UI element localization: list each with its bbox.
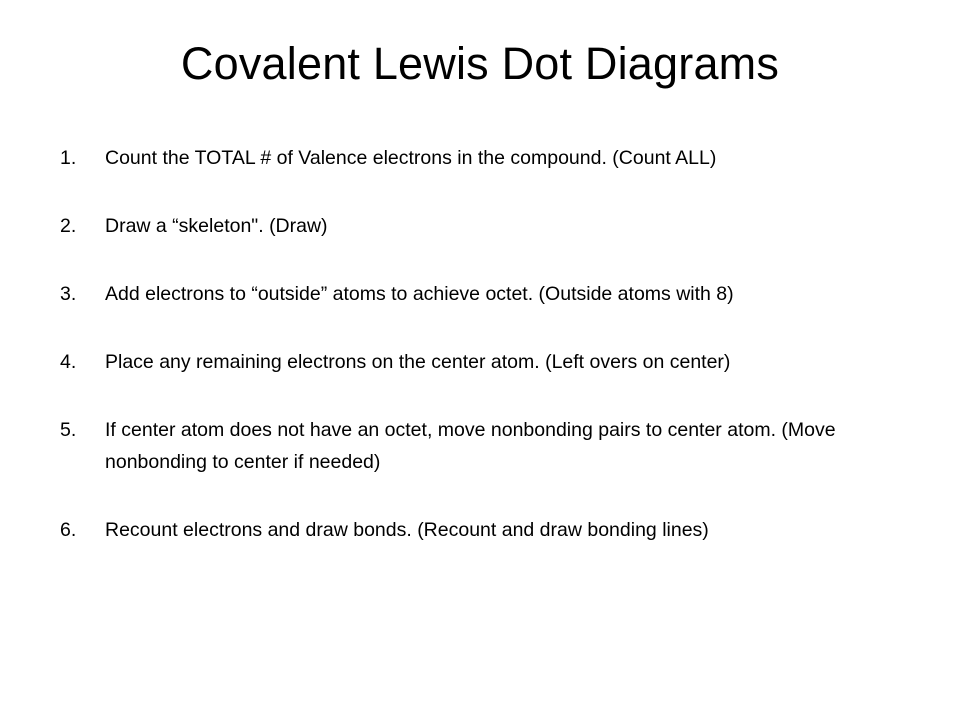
step-item-5 xyxy=(60,414,920,478)
slide-title: Covalent Lewis Dot Diagrams xyxy=(180,38,780,89)
step-number: 3. xyxy=(60,283,77,305)
step-text: If center atom does not have an octet, move nonbonding pairs to center atom. (Move nonbonding to center if needed) xyxy=(105,419,836,473)
step-item-1 xyxy=(60,142,920,174)
step-item-2 xyxy=(60,210,920,242)
step-number: 4. xyxy=(60,351,77,373)
step-text: Recount electrons and draw bonds. (Recount and draw bonding lines) xyxy=(105,519,709,541)
step-item-6 xyxy=(60,514,920,546)
step-number: 5. xyxy=(60,419,77,441)
step-text: Place any remaining electrons on the center atom. (Left overs on center) xyxy=(105,351,731,373)
step-text: Add electrons to “outside” atoms to achieve octet. (Outside atoms with 8) xyxy=(105,283,734,305)
step-text: Count the TOTAL # of Valence electrons in the compound. (Count ALL) xyxy=(105,147,717,169)
steps-list xyxy=(60,142,920,582)
step-number: 6. xyxy=(60,519,77,541)
step-number: 1. xyxy=(60,147,77,169)
step-item-4 xyxy=(60,346,920,378)
step-number: 2. xyxy=(60,215,77,237)
step-text: Draw a “skeleton". (Draw) xyxy=(105,215,328,237)
step-item-3 xyxy=(60,278,920,310)
